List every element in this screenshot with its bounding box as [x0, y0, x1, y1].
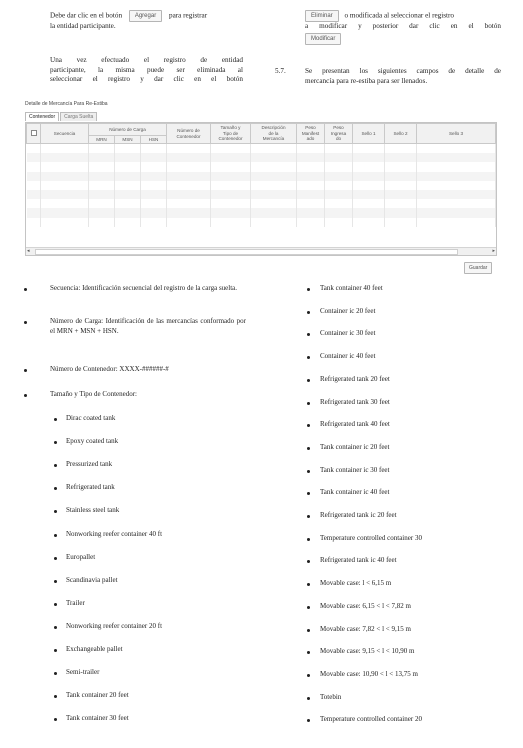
bullet-icon — [307, 333, 310, 336]
col-descripcion[interactable] — [251, 124, 297, 144]
bullet-icon — [24, 321, 27, 324]
bullet-icon — [307, 606, 310, 609]
header-line: Número de — [177, 128, 200, 134]
bullet-icon — [307, 697, 310, 700]
scrollbar-thumb[interactable] — [35, 249, 458, 255]
header-line: do — [335, 136, 342, 142]
bullet-icon — [307, 583, 310, 586]
list-item-tamano-tipo: Tamaño y Tipo de Contenedor: — [50, 390, 138, 398]
list-item: Stainless steel tank — [66, 506, 120, 515]
list-item: Refrigerated tank ic 20 feet — [320, 511, 397, 519]
bullet-icon — [307, 492, 310, 495]
col-msn[interactable]: MSN — [115, 136, 141, 144]
select-all-checkbox[interactable] — [31, 130, 37, 136]
list-item: Movable case: 6,15 < l < 7,82 m — [320, 601, 411, 610]
list-item: Refrigerated tank 40 feet — [320, 420, 390, 429]
bullet-icon — [307, 447, 310, 450]
list-item: Movable case: 10,90 < l < 13,75 m — [320, 669, 418, 678]
eliminar-paragraph-left — [50, 56, 243, 85]
list-item: Totebin — [320, 692, 342, 701]
list-item: Scandinavia pallet — [66, 575, 118, 584]
paragraph-text: Debe dar clic en el botón — [50, 11, 123, 20]
bullet-icon — [307, 288, 310, 291]
list-item: Epoxy coated tank — [66, 437, 119, 446]
modificar-button[interactable]: Modificar — [305, 33, 341, 45]
col-mrn[interactable]: MRN — [89, 136, 115, 144]
table-row[interactable] — [27, 162, 496, 171]
list-item: Trailer — [66, 598, 85, 607]
guardar-wrapper — [464, 259, 492, 277]
header-line: Manifest — [301, 130, 320, 136]
col-numero-carga: Número de Carga — [89, 124, 167, 136]
list-item: Europallet — [66, 552, 96, 561]
list-item: Tank container ic 40 feet — [320, 488, 390, 497]
select-all-header — [27, 124, 41, 144]
header-line: Tamaño y — [220, 125, 241, 131]
header-line: de la — [268, 130, 279, 136]
table-row[interactable] — [27, 208, 496, 217]
list-item-secuencia: Secuencia: Identificación secuencial del registro de la carga suelta. — [50, 284, 238, 292]
bullet-icon — [307, 651, 310, 654]
list-item: Tank container 20 feet — [66, 691, 129, 700]
header-line: Mercancía — [262, 136, 285, 142]
col-sello-1[interactable]: Sello 1 — [353, 124, 385, 144]
list-item: Tank container 40 feet — [320, 284, 383, 292]
grid-tabs — [25, 112, 97, 121]
col-hsn[interactable]: HSN — [141, 136, 167, 144]
paragraph-text: o modificada al seleccionar el registro — [344, 11, 455, 20]
paragraph-text: la entidad participante. — [50, 22, 116, 30]
bullet-icon — [24, 288, 27, 291]
bullet-icon — [54, 603, 57, 606]
bullet-icon — [307, 311, 310, 314]
scroll-left-arrow-icon[interactable]: ◂ — [27, 248, 30, 254]
list-item: Nonworking reefer container 20 ft — [66, 621, 163, 630]
list-item: Pressurized tank — [66, 460, 113, 469]
list-item: Container ic 20 feet — [320, 306, 376, 315]
tab-carga-suelta[interactable]: Carga Suelta — [60, 112, 97, 121]
col-peso-manifestado[interactable] — [297, 124, 325, 144]
bullet-icon — [54, 464, 57, 467]
bullet-icon — [54, 510, 57, 513]
header-line: ado — [306, 136, 315, 142]
bullet-icon — [54, 672, 57, 675]
eliminar-paragraph-right — [305, 10, 501, 45]
agregar-button[interactable]: Agregar — [129, 10, 162, 22]
list-item: Container ic 40 feet — [320, 352, 376, 361]
eliminar-button[interactable]: Eliminar — [305, 10, 339, 22]
bullet-icon — [54, 534, 57, 537]
list-item: Refrigerated tank ic 40 feet — [320, 556, 397, 565]
list-item: Refrigerated tank — [66, 483, 115, 492]
list-item-numero-contenedor: Número de Contenedor: XXXX-######-# — [50, 365, 169, 373]
table-row[interactable] — [27, 153, 496, 162]
paragraph-line: participante, la misma puede ser eliminada al — [50, 65, 243, 74]
bullet-icon — [307, 402, 310, 405]
list-item: Semi-trailer — [66, 668, 100, 677]
list-item: Temperature controlled container 20 — [320, 715, 422, 724]
bullet-icon — [54, 487, 57, 490]
col-numero-contenedor[interactable] — [167, 124, 211, 144]
header-line: Peso — [333, 125, 344, 131]
list-item: Temperature controlled container 30 — [320, 533, 422, 542]
list-item: Tank container ic 30 feet — [320, 465, 390, 474]
bullet-icon — [54, 418, 57, 421]
bullet-icon — [307, 356, 310, 359]
bullet-icon — [307, 538, 310, 541]
bullet-icon — [307, 515, 310, 518]
list-item: Movable case: l < 6,15 m — [320, 579, 392, 588]
horizontal-scrollbar[interactable] — [26, 247, 496, 255]
section-5-7 — [275, 67, 501, 86]
list-item: Refrigerated tank 30 feet — [320, 397, 390, 406]
list-item: Refrigerated tank 20 feet — [320, 374, 390, 383]
grid-title: Detalle de Mercancía Para Re-Estiba — [25, 101, 108, 107]
bullet-icon — [307, 674, 310, 677]
list-item: Exchangeable pallet — [66, 645, 123, 653]
bullet-icon — [307, 470, 310, 473]
header-line: Contenedor — [176, 133, 201, 139]
col-tamano[interactable] — [211, 124, 251, 144]
list-item: Container ic 30 feet — [320, 329, 376, 338]
guardar-button[interactable]: Guardar — [464, 262, 492, 274]
bullet-icon — [54, 557, 57, 560]
table-row[interactable] — [27, 144, 496, 154]
list-item: Dirac coated tank — [66, 414, 116, 422]
col-secuencia[interactable]: Secuencia — [41, 124, 89, 144]
tab-contenedor[interactable]: Contenedor — [25, 112, 59, 121]
list-item: Tank container 30 feet — [66, 714, 129, 723]
agregar-paragraph — [50, 10, 240, 32]
bullet-icon — [54, 626, 57, 629]
section-line: mercancía para re-estiba para ser llenados. — [305, 76, 428, 85]
section-number: 5.7. — [275, 67, 286, 75]
bullet-icon — [54, 441, 57, 444]
header-line: Descripción — [261, 125, 286, 131]
bullet-icon — [24, 369, 27, 372]
table-row[interactable] — [27, 199, 496, 208]
paragraph-line: a modificar y posterior dar clic en el botón — [305, 22, 501, 30]
bullet-icon — [307, 719, 310, 722]
scroll-right-arrow-icon[interactable]: ▸ — [492, 248, 495, 254]
paragraph-text: para registrar — [169, 11, 208, 20]
header-line: Ingresa — [330, 130, 347, 136]
header-line: Contenedor — [218, 136, 243, 142]
detalle-grid — [25, 122, 497, 256]
table-row[interactable] — [27, 181, 496, 190]
detalle-table — [26, 123, 496, 227]
header-line: Peso — [305, 125, 316, 131]
list-item: Tank container ic 20 feet — [320, 442, 390, 451]
list-item: Movable case: 9,15 < l < 10,90 m — [320, 647, 415, 656]
bullet-icon — [307, 560, 310, 563]
bullet-icon — [54, 695, 57, 698]
bullet-icon — [54, 649, 57, 652]
col-sello-3[interactable]: Sello 3 — [417, 124, 496, 144]
list-item: Nonworking reefer container 40 ft — [66, 529, 163, 538]
table-row[interactable] — [27, 218, 496, 227]
grid-body — [27, 144, 496, 227]
bullet-icon — [54, 580, 57, 583]
header-line: Tipo de — [222, 130, 239, 136]
col-sello-2[interactable]: Sello 2 — [385, 124, 417, 144]
bullet-icon — [307, 379, 310, 382]
bullet-icon — [307, 629, 310, 632]
bullet-icon — [24, 394, 27, 397]
list-item-numero-carga: Número de Carga: Identificación de las mercancías conformado por el MRN + MSN + HSN. — [50, 317, 246, 335]
paragraph-line: seleccionar el registro y dar clic en el botón — [50, 75, 243, 83]
paragraph-line: Una vez efectuado el registro de entidad — [50, 56, 243, 64]
bullet-icon — [307, 424, 310, 427]
col-peso-ingresado[interactable] — [325, 124, 353, 144]
table-row[interactable] — [27, 190, 496, 199]
section-line: Se presentan los siguientes campos de detalle de — [305, 67, 501, 75]
bullet-icon — [54, 718, 57, 721]
table-row[interactable] — [27, 172, 496, 181]
list-item: Movable case: 7,82 < l < 9,15 m — [320, 624, 411, 633]
